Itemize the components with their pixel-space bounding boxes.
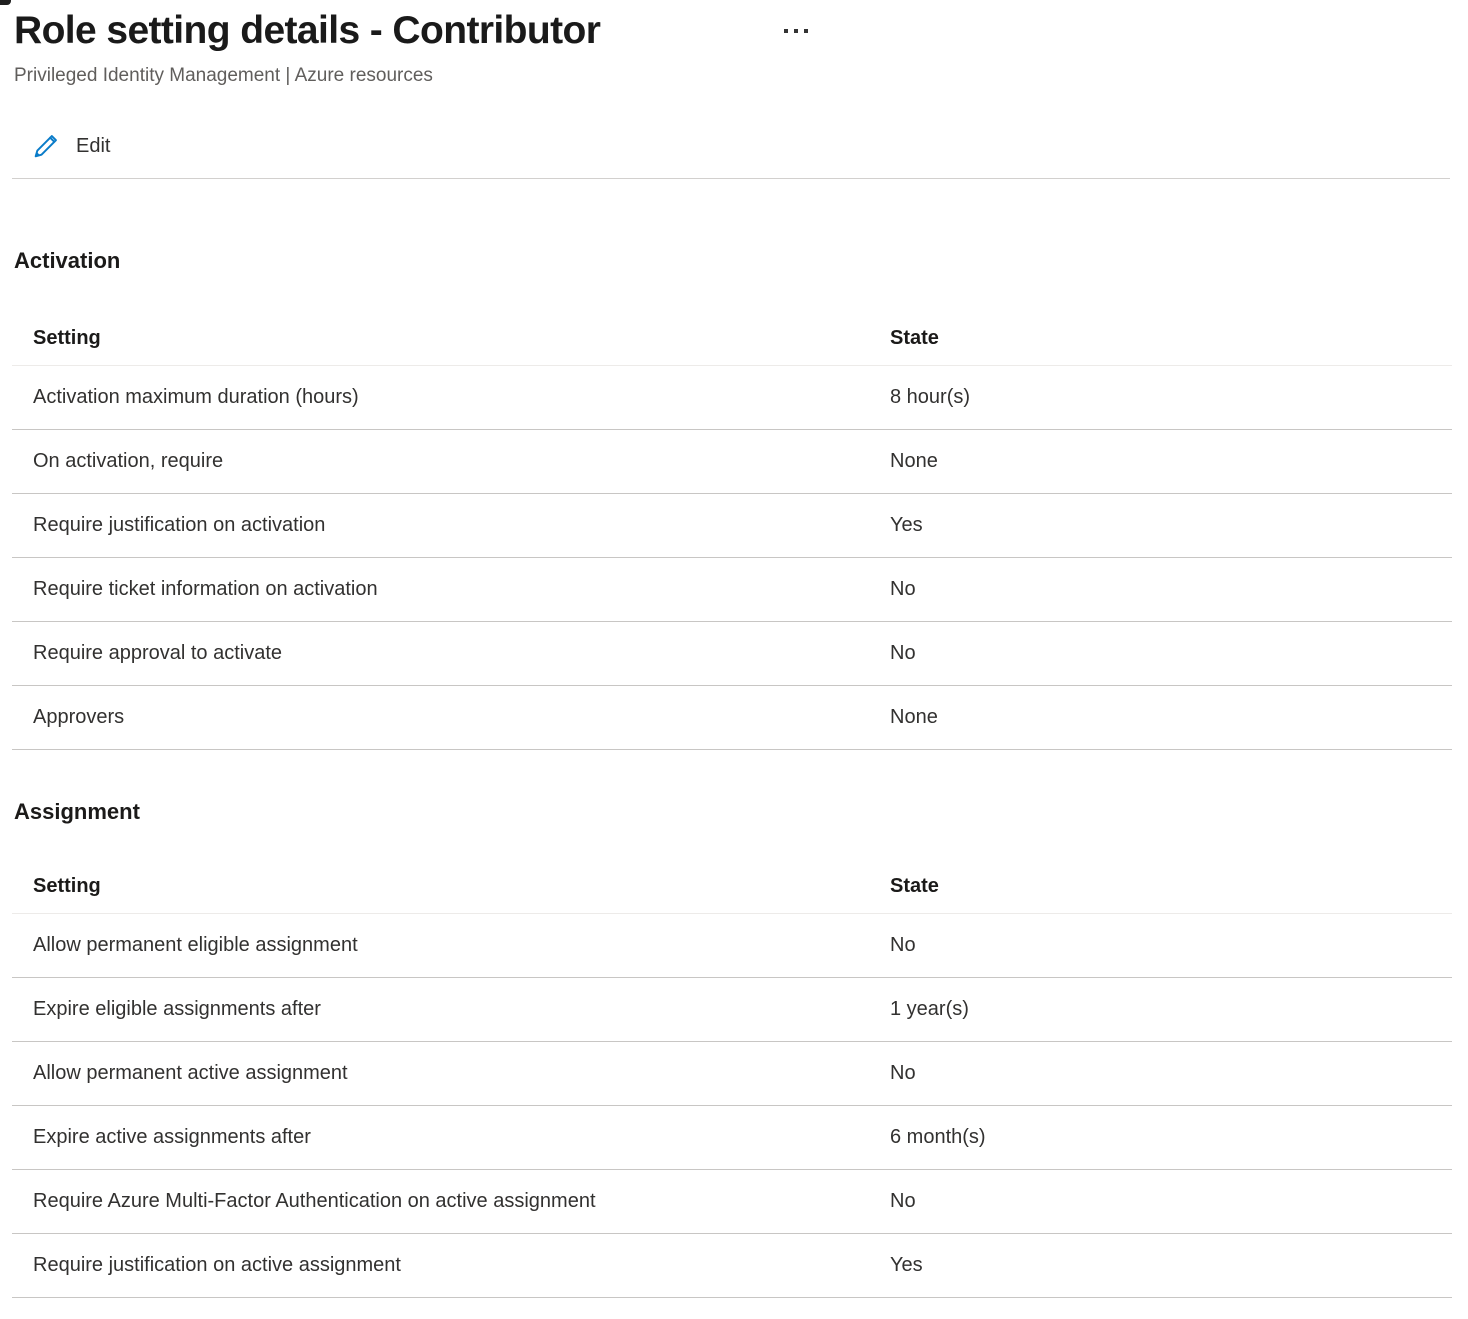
state-cell: 1 year(s) [890,998,969,1020]
state-cell: 8 hour(s) [890,386,971,408]
section-heading: Assignment [14,799,140,824]
table-row [12,686,1452,750]
setting-cell: Require justification on active assignment [33,1254,401,1276]
state-cell: Yes [890,1254,923,1276]
table-header-row [12,312,1452,366]
table-row [12,978,1452,1042]
table-row [12,494,1452,558]
ellipsis-dot [804,29,808,33]
state-cell: No [890,642,916,664]
settings-section [14,247,1452,750]
table-row [12,1042,1452,1106]
table-body [12,366,1452,750]
commandbar-divider [12,178,1450,179]
state-cell: No [890,1190,916,1212]
setting-cell: Expire active assignments after [33,1126,311,1148]
breadcrumb: Privileged Identity Management | Azure resources [14,65,433,86]
state-cell: No [890,1062,916,1084]
state-cell: 6 month(s) [890,1126,986,1148]
edit-button[interactable] [14,127,120,166]
table-row [12,366,1452,430]
setting-cell: Allow permanent eligible assignment [33,934,358,956]
setting-cell: Require ticket information on activation [33,578,378,600]
state-cell: None [890,450,938,472]
table-row [12,430,1452,494]
command-bar [14,124,1452,168]
table-row [12,558,1452,622]
blade-header [14,0,1452,56]
setting-cell: Require justification on activation [33,514,326,536]
sections [14,247,1452,1298]
table-row [12,622,1452,686]
section-heading: Activation [14,248,121,273]
setting-column-header: Setting [33,875,101,897]
page-title: Role setting details - Contributor [14,9,601,52]
setting-cell: Activation maximum duration (hours) [33,386,359,408]
settings-table [12,312,1452,750]
table-row [12,914,1452,978]
table-header-row [12,860,1452,914]
state-cell: Yes [890,514,923,536]
settings-section [14,798,1452,1298]
ellipsis-icon[interactable] [782,27,810,35]
table-body [12,914,1452,1298]
setting-cell: Require Azure Multi-Factor Authentication on active assignment [33,1190,596,1212]
setting-cell: Approvers [33,706,125,728]
setting-column-header: Setting [33,327,101,349]
state-cell: No [890,934,916,956]
setting-cell: Allow permanent active assignment [33,1062,348,1084]
table-row [12,1170,1452,1234]
settings-table [12,860,1452,1298]
setting-cell: Expire eligible assignments after [33,998,321,1020]
edit-button-label: Edit [76,134,111,157]
ellipsis-dot [784,29,788,33]
setting-cell: On activation, require [33,450,224,472]
state-column-header: State [890,327,939,349]
state-cell: No [890,578,916,600]
table-row [12,1106,1452,1170]
state-cell: None [890,706,938,728]
ellipsis-dot [794,29,798,33]
pencil-icon [30,131,61,162]
state-column-header: State [890,875,939,897]
table-row [12,1234,1452,1298]
setting-cell: Require approval to activate [33,642,283,664]
